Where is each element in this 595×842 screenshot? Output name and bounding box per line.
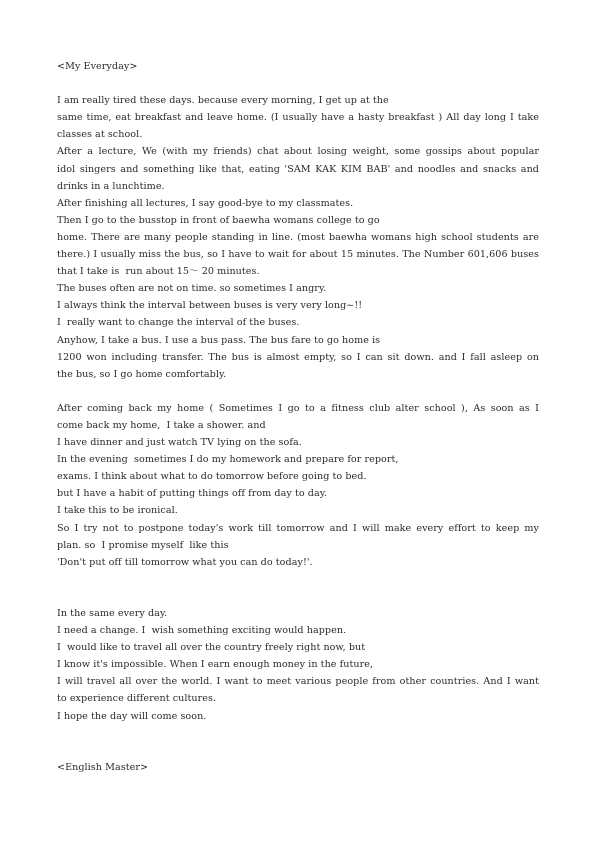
- text-line: In the same every day.: [57, 608, 168, 619]
- text-line: exams. I think about what to do tomorrow before going to bed.: [57, 471, 367, 483]
- paragraph-1: [57, 92, 539, 383]
- document-page: [57, 58, 539, 776]
- text-line: I always think the interval between buses is very very long~!!: [57, 300, 363, 312]
- paragraph-3: [57, 605, 539, 725]
- text-line: After finishing all lectures, I say good-bye to my classmates.: [57, 197, 354, 209]
- paragraph-2: [57, 400, 539, 571]
- text-line: After coming back my home ( Sometimes I go to a fitness club alter school ), As soon as I: [57, 402, 539, 414]
- text-line: The buses often are not on time. so sometimes I angry.: [57, 283, 327, 295]
- document-footer: <English Master>: [57, 761, 149, 773]
- spacer: [57, 725, 539, 742]
- spacer: [57, 742, 539, 759]
- spacer: [57, 75, 539, 92]
- text-line: I really want to change the interval of the buses.: [57, 317, 300, 329]
- text-line: idol singers and something like that, eating 'SAM KAK KIM BAB' and noodles and snacks and: [57, 163, 539, 175]
- text-line: but I have a habit of putting things off from day to day.: [57, 488, 328, 500]
- spacer: [57, 383, 539, 400]
- text-line: I need a change. I wish something exciting would happen.: [57, 625, 347, 637]
- text-line: I have dinner and just watch TV lying on the sofa.: [57, 437, 302, 449]
- text-line: I take this to be ironical.: [57, 505, 178, 517]
- text-line: come back my home, I take a shower. and: [57, 419, 266, 431]
- text-line: same time, eat breakfast and leave home. (I usually have a hasty breakfast ) All day long I take: [57, 112, 539, 124]
- text-line: So I try not to postpone today's work till tomorrow and I will make every effort to keep my: [57, 522, 539, 534]
- text-line: I will travel all over the world. I want to meet various people from other countries. And I want: [57, 676, 539, 688]
- text-line: home. There are many people standing in line. (most baewha womans high school students are: [57, 231, 539, 243]
- text-line: classes at school.: [57, 129, 143, 141]
- text-line: I am really tired these days. because every morning, I get up at the: [57, 95, 389, 107]
- text-line: In the evening sometimes I do my homework and prepare for report,: [57, 454, 399, 466]
- text-line: After a lecture, We (with my friends) chat about losing weight, some gossips about popular: [57, 146, 539, 158]
- text-line: that I take is run about 15～ 20 minutes.: [57, 266, 260, 278]
- text-line: the bus, so I go home comfortably.: [57, 368, 227, 380]
- text-line: to experience different cultures.: [57, 693, 217, 705]
- text-line: Then I go to the busstop in front of baewha womans college to go: [57, 214, 380, 226]
- document-title: <My Everyday>: [57, 61, 138, 72]
- text-line: Anyhow, I take a bus. I use a bus pass. The bus fare to go home is: [57, 334, 381, 346]
- text-line: 'Don't put off till tomorrow what you can do today!'.: [57, 556, 313, 568]
- spacer: [57, 571, 539, 588]
- text-line: I would like to travel all over the country freely right now, but: [57, 642, 366, 654]
- text-line: there.) I usually miss the bus, so I have to wait for about 15 minutes. The Number 601,606 buses: [57, 249, 539, 261]
- text-line: 1200 won including transfer. The bus is almost empty, so I can sit down. and I fall asleep on: [57, 351, 539, 363]
- text-line: I hope the day will come soon.: [57, 710, 207, 722]
- text-line: drinks in a lunchtime.: [57, 180, 165, 192]
- text-line: plan. so I promise myself like this: [57, 539, 229, 551]
- text-line: I know it's impossible. When I earn enough money in the future,: [57, 659, 374, 671]
- spacer: [57, 588, 539, 605]
